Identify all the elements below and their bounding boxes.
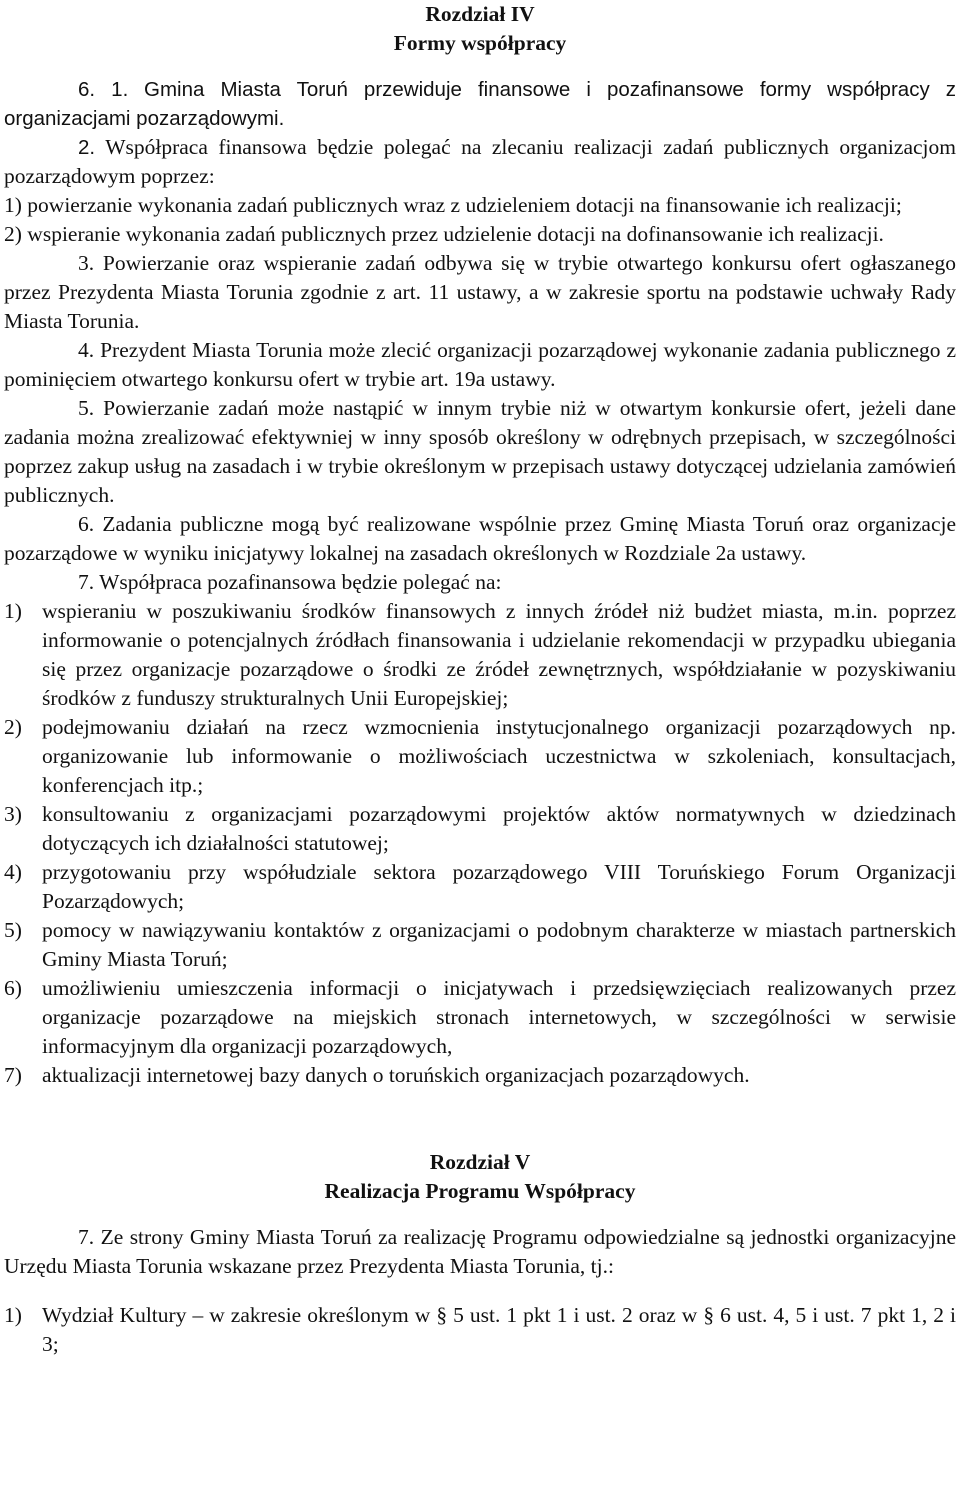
list-text: umożliwieniu umieszczenia informacji o inicjatywach i przedsięwzięciach realizowanych przez organizacje pozarządowe na miejskich stronach internetowych, w szczególności w serwisie informacyjnym dla organizacji pozarządowych,: [42, 976, 956, 1058]
paragraph-text: Gmina Miasta Toruń przewiduje finansowe i pozafinansowe formy współpracy z organizacjami pozarządowymi.: [4, 78, 957, 130]
list-number: 1): [4, 1303, 22, 1327]
list-item: [4, 974, 956, 1061]
paragraph-6-6: [4, 510, 956, 568]
paragraph-6-1: [4, 75, 956, 133]
list-item: [4, 713, 956, 800]
list-item: [4, 858, 956, 916]
list-number: 6): [4, 976, 22, 1000]
paragraph-number: 7.: [78, 1225, 95, 1249]
paragraph-text: Współpraca finansowa będzie polegać na zlecaniu realizacji zadań publicznych organizacjom pozarządowym poprzez:: [4, 135, 956, 188]
document-page: [4, 0, 956, 1359]
list-number: 4): [4, 860, 22, 884]
paragraph-text: Współpraca pozafinansowa będzie polegać na:: [99, 570, 502, 594]
paragraph-number: 2.: [78, 136, 96, 159]
list-item: [4, 916, 956, 974]
paragraph-text: Ze strony Gminy Miasta Toruń za realizację Programu odpowiedzialne są jednostki organizacyjne Urzędu Miasta Torunia wskazane przez Prezydenta Miasta Torunia, tj.:: [4, 1225, 957, 1278]
list-text: Wydział Kultury – w zakresie określonym w § 5 ust. 1 pkt 1 i ust. 2 oraz w § 6 ust. 4, 5 i ust. 7 pkt 1, 2 i 3;: [42, 1303, 956, 1356]
paragraph-text: Powierzanie zadań może nastąpić w innym trybie niż w otwartym konkursie ofert, jeżeli dane zadania można zrealizować efektywniej w inny sposób określony w odrębnych przepisach, w szczególności poprzez zakup usług na zasadach i w trybie określonym w przepisach ustawy dotyczącej udzielania zamówień publicznych.: [4, 396, 956, 507]
chapter-5-title: Rozdział V: [429, 1150, 531, 1174]
list-text: aktualizacji internetowej bazy danych o toruńskich organizacjach pozarządowych.: [42, 1063, 750, 1087]
paragraph-number: 4.: [78, 338, 95, 362]
paragraph-text: Powierzanie oraz wspieranie zadań odbywa się w trybie otwartego konkursu ofert ogłaszanego przez Prezydenta Miasta Torunia zgodnie z art. 11 ustawy, a w zakresie sportu na podstawie uchwały Rady Miasta Torunia.: [4, 251, 957, 333]
paragraph-6-4: [4, 336, 956, 394]
list-text: przygotowaniu przy współudziale sektora pozarządowego VIII Toruńskiego Forum Organizacji Pozarządowych;: [42, 860, 956, 913]
list-text: pomocy w nawiązywaniu kontaktów z organizacjami o podobnym charakterze w miastach partnerskich Gminy Miasta Toruń;: [42, 918, 956, 971]
chapter-5-subtitle: Realizacja Programu Współpracy: [324, 1179, 636, 1203]
list-number: 7): [4, 1063, 22, 1087]
list-number: 5): [4, 918, 22, 942]
paragraph-text: Zadania publiczne mogą być realizowane wspólnie przez Gminę Miasta Toruń oraz organizacje pozarządowe w wyniku inicjatywy lokalnej na zasadach określonych w Rozdziale 2a ustawy.: [4, 512, 957, 565]
list-text: wspieraniu w poszukiwaniu środków finansowych z innych źródeł niż budżet miasta, m.in. poprzez informowanie o potencjalnych źródłach finansowania i udzielanie rekomendacji w przypadku ubiegania się przez organizacje pozarządowe o środki ze źródeł zewnętrznych, współdziałanie w pozyskiwaniu środków z funduszy strukturalnych Unii Europejskiej;: [42, 599, 956, 710]
list-number: 2): [4, 715, 22, 739]
list-item: [4, 1061, 956, 1090]
paragraph-6-2: [4, 133, 956, 191]
list-number: 3): [4, 802, 22, 826]
list-item: [4, 597, 956, 713]
list-item: 2) wspieranie wykonania zadań publicznych przez udzielenie dotacji na dofinansowanie ich realizacji.: [4, 222, 884, 246]
paragraph-number: 7.: [78, 570, 95, 594]
chapter-4-subtitle: Formy współpracy: [393, 31, 567, 55]
paragraph-number: 6.: [78, 512, 95, 536]
paragraph-number: 3.: [78, 251, 95, 275]
list-text: podejmowaniu działań na rzecz wzmocnienia instytucjonalnego organizacji pozarządowych np. organizowanie lub informowanie o możliwościach uczestnictwa w szkoleniach, konsultacjach, konferencjach itp.;: [42, 715, 956, 797]
list-item: 1) powierzanie wykonania zadań publicznych wraz z udzieleniem dotacji na finansowanie ich realizacji;: [4, 193, 902, 217]
chapter-4-title: Rozdział IV: [425, 2, 535, 26]
paragraph-7: [4, 1223, 956, 1281]
paragraph-6-3: [4, 249, 956, 336]
list-item: [4, 800, 956, 858]
list-number: 1): [4, 599, 22, 623]
paragraph-number: 6. 1.: [78, 78, 129, 101]
paragraph-6-5: [4, 394, 956, 510]
paragraph-6-7: [4, 568, 956, 597]
paragraph-text: Prezydent Miasta Torunia może zlecić organizacji pozarządowej wykonanie zadania publicznego z pominięciem otwartego konkursu ofert w trybie art. 19a ustawy.: [4, 338, 956, 391]
paragraph-number: 5.: [78, 396, 95, 420]
list-text: konsultowaniu z organizacjami pozarządowymi projektów aktów normatywnych w dziedzinach dotyczących ich działalności statutowej;: [42, 802, 956, 855]
list-item: [4, 1301, 956, 1359]
